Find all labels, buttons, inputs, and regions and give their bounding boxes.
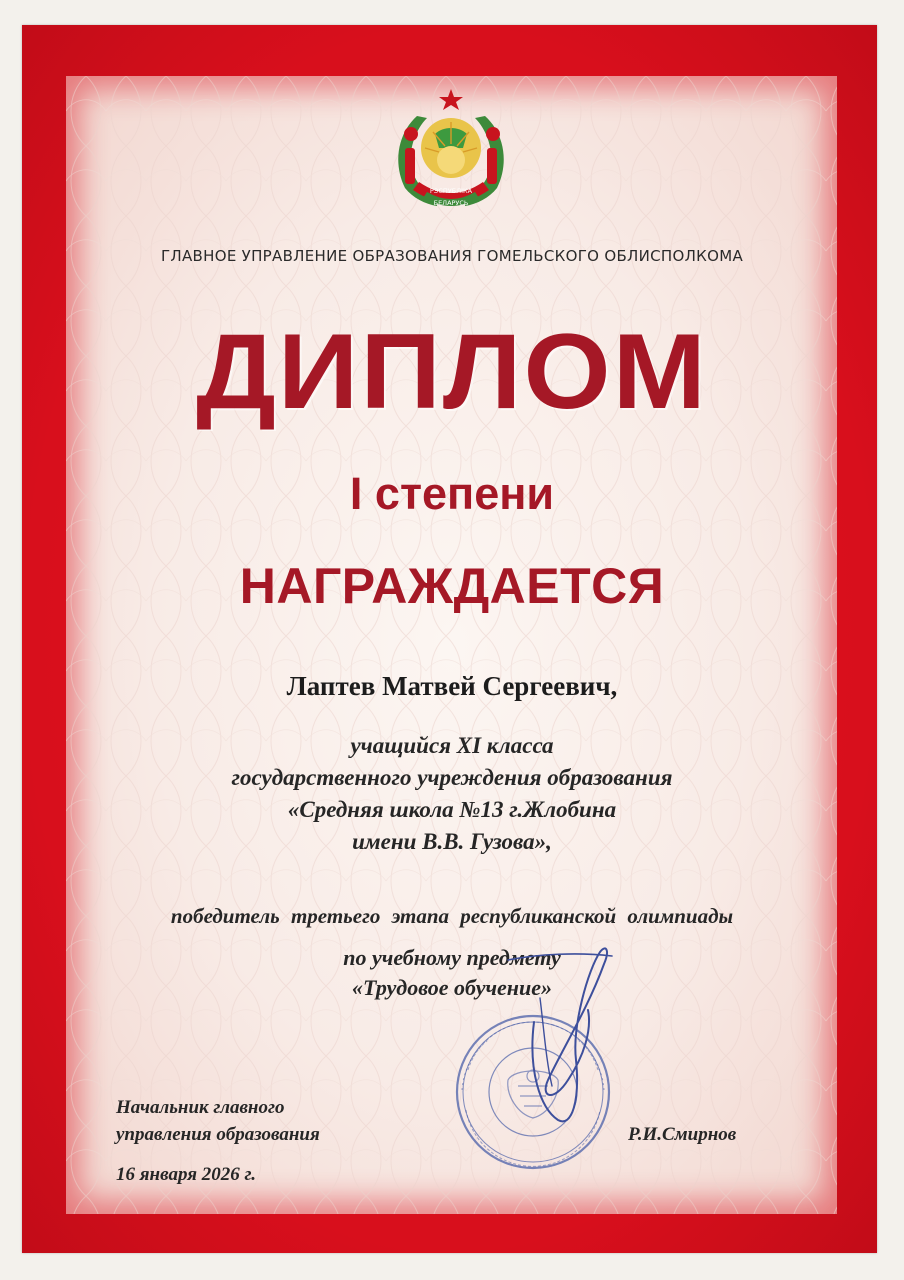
emblem-banner-text-2: БЕЛАРУСЬ (433, 199, 469, 207)
emblem-banner-text-1: РЭСПУБЛІКА (429, 187, 473, 195)
subject-block (60, 943, 844, 1003)
school-line-name: «Средняя школа №13 г.Жлобина (287, 797, 617, 822)
signatory-position-line-2: управления образования (116, 1124, 320, 1145)
signatory-name: Р.И.Смирнов (628, 1124, 737, 1145)
award-degree: I степени (349, 468, 555, 519)
school-block (60, 730, 844, 858)
issue-date: 16 января 2026 г. (116, 1164, 256, 1185)
recipient-name: Лаптев Матвей Сергеевич, (286, 671, 618, 701)
school-line-named-after: имени В.В. Гузова», (352, 829, 552, 854)
achievement-text: победитель третьего этапа республиканской олимпиады (170, 904, 734, 928)
state-emblem-icon (383, 86, 519, 218)
subject-line-intro: по учебному предмету (343, 945, 561, 970)
school-line-grade: учащийся XI класса (350, 733, 554, 758)
issuing-authority: ГЛАВНОЕ УПРАВЛЕНИЕ ОБРАЗОВАНИЯ ГОМЕЛЬСКОГО ОБЛИСПОЛКОМА (160, 247, 744, 265)
document-title: ДИПЛОМ (196, 312, 708, 431)
school-line-institution-type: государственного учреждения образования (231, 765, 673, 790)
awarded-heading: НАГРАЖДАЕТСЯ (239, 558, 665, 614)
subject-line-name: «Трудовое обучение» (352, 975, 552, 1000)
signatory-position (116, 1094, 320, 1148)
handwritten-signature (488, 930, 628, 1150)
signatory-position-line-1: Начальник главного (116, 1097, 285, 1118)
